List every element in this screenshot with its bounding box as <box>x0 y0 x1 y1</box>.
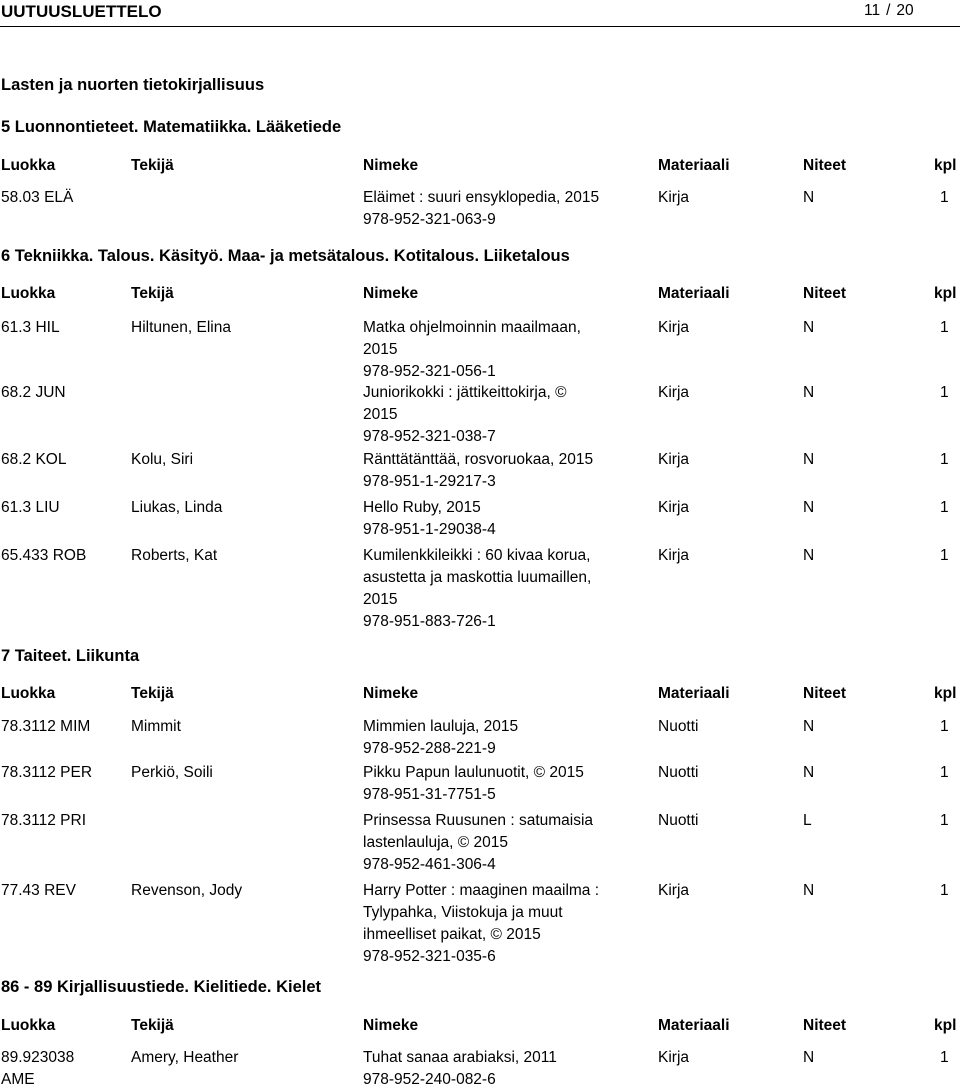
column-header-row <box>0 1017 960 1037</box>
row-volumes: N <box>803 1049 815 1066</box>
row-author: Liukas, Linda <box>131 499 223 516</box>
row-count: 1 <box>940 189 949 206</box>
row-count: 1 <box>940 718 949 735</box>
row-title-line: Matka ohjelmoinnin maailmaan, <box>363 319 581 336</box>
row-volumes: N <box>803 764 815 781</box>
row-volumes: L <box>803 812 812 829</box>
column-header-tekija: Tekijä <box>131 1017 174 1034</box>
column-header-tekija: Tekijä <box>131 157 174 174</box>
row-count: 1 <box>940 1049 949 1066</box>
row-title-line: Eläimet : suuri ensyklopedia, 2015 <box>363 189 600 206</box>
row-title-line: Mimmien lauluja, 2015 <box>363 718 519 735</box>
section-title: 86 - 89 Kirjallisuustiede. Kielitiede. Kielet <box>1 978 322 996</box>
row-title-line: 978-951-1-29217-3 <box>363 473 496 490</box>
row-author: Roberts, Kat <box>131 547 218 564</box>
row-class: 77.43 REV <box>1 882 76 899</box>
row-title-line: 978-952-288-221-9 <box>363 740 496 757</box>
row-volumes: N <box>803 499 815 516</box>
row-class: 78.3112 MIM <box>1 718 91 735</box>
row-material: Kirja <box>658 384 690 401</box>
row-volumes: N <box>803 547 815 564</box>
row-title-line: Juniorikokki : jättikeittokirja, © <box>363 384 567 401</box>
row-title-line: 2015 <box>363 591 398 608</box>
row-author: Perkiö, Soili <box>131 764 213 781</box>
page-number <box>864 2 914 20</box>
column-header-row <box>0 285 960 305</box>
row-class: 58.03 ELÄ <box>1 189 74 206</box>
row-class: 61.3 HIL <box>1 319 60 336</box>
column-header-materiaali: Materiaali <box>658 1017 730 1034</box>
column-header-luokka: Luokka <box>1 1017 56 1034</box>
row-material: Kirja <box>658 189 690 206</box>
row-material: Nuotti <box>658 812 699 829</box>
row-title-line: Tylypahka, Viistokuja ja muut <box>363 904 563 921</box>
row-title-line: 978-952-321-056-1 <box>363 363 496 380</box>
row-volumes: N <box>803 882 815 899</box>
column-header-nimeke: Nimeke <box>363 285 419 302</box>
row-count: 1 <box>940 882 949 899</box>
column-header-kpl: kpl <box>934 157 957 174</box>
row-class-line: 89.923038 <box>1 1049 75 1066</box>
page-current: 11 <box>864 2 881 19</box>
row-material: Nuotti <box>658 718 699 735</box>
column-header-materiaali: Materiaali <box>658 157 730 174</box>
row-material: Kirja <box>658 499 690 516</box>
row-volumes: N <box>803 384 815 401</box>
column-header-row <box>0 685 960 705</box>
row-title-line: 978-952-321-035-6 <box>363 948 496 965</box>
row-title-line: 978-951-31-7751-5 <box>363 786 496 803</box>
row-title-line: Hello Ruby, 2015 <box>363 499 481 516</box>
row-volumes: N <box>803 718 815 735</box>
row-count: 1 <box>940 384 949 401</box>
row-title-line: Tuhat sanaa arabiaksi, 2011 <box>363 1049 557 1066</box>
column-header-luokka: Luokka <box>1 285 56 302</box>
column-header-nimeke: Nimeke <box>363 685 419 702</box>
row-title-line: ihmeelliset paikat, © 2015 <box>363 926 541 943</box>
row-title-line: 2015 <box>363 406 398 423</box>
row-count: 1 <box>940 499 949 516</box>
row-author: Mimmit <box>131 718 181 735</box>
row-title-line: Harry Potter : maaginen maailma : <box>363 882 600 899</box>
row-class-line: AME <box>1 1071 35 1088</box>
row-class: 78.3112 PRI <box>1 812 87 829</box>
row-title-line: lastenlauluja, © 2015 <box>363 834 508 851</box>
row-title-line: 2015 <box>363 341 398 358</box>
row-class: 61.3 LIU <box>1 499 60 516</box>
column-header-luokka: Luokka <box>1 157 56 174</box>
row-class: 68.2 JUN <box>1 384 66 401</box>
row-title-line: 978-951-1-29038-4 <box>363 521 496 538</box>
row-title-line: 978-952-461-306-4 <box>363 856 496 873</box>
column-header-niteet: Niteet <box>803 285 847 302</box>
row-material: Kirja <box>658 882 690 899</box>
column-header-nimeke: Nimeke <box>363 1017 419 1034</box>
column-header-luokka: Luokka <box>1 685 56 702</box>
page-separator: / <box>886 2 891 19</box>
row-title-line: 978-952-240-082-6 <box>363 1071 496 1088</box>
row-title-line: Prinsessa Ruusunen : satumaisia <box>363 812 594 829</box>
column-header-row <box>0 157 960 177</box>
section-title: 5 Luonnontieteet. Matematiikka. Lääketiede <box>1 118 342 136</box>
page-total: 20 <box>896 2 914 19</box>
row-material: Nuotti <box>658 764 699 781</box>
row-author: Hiltunen, Elina <box>131 319 231 336</box>
column-header-niteet: Niteet <box>803 157 847 174</box>
row-author: Amery, Heather <box>131 1049 239 1066</box>
row-volumes: N <box>803 451 815 468</box>
column-header-materiaali: Materiaali <box>658 285 730 302</box>
column-header-kpl: kpl <box>934 285 957 302</box>
column-header-nimeke: Nimeke <box>363 157 419 174</box>
row-title-line: Pikku Papun laulunuotit, © 2015 <box>363 764 584 781</box>
row-volumes: N <box>803 319 815 336</box>
row-count: 1 <box>940 451 949 468</box>
row-count: 1 <box>940 319 949 336</box>
section-title: 7 Taiteet. Liikunta <box>1 647 140 665</box>
row-material: Kirja <box>658 547 690 564</box>
column-header-niteet: Niteet <box>803 1017 847 1034</box>
column-header-tekija: Tekijä <box>131 285 174 302</box>
row-title-line: 978-952-321-038-7 <box>363 428 496 445</box>
column-header-materiaali: Materiaali <box>658 685 730 702</box>
category-title: Lasten ja nuorten tietokirjallisuus <box>1 76 265 94</box>
row-class: 65.433 ROB <box>1 547 87 564</box>
row-count: 1 <box>940 547 949 564</box>
section-title: 6 Tekniikka. Talous. Käsityö. Maa- ja metsätalous. Kotitalous. Liiketalous <box>1 247 570 265</box>
row-material: Kirja <box>658 451 690 468</box>
row-title-line: 978-951-883-726-1 <box>363 613 496 630</box>
document-header <box>0 0 960 27</box>
row-author: Revenson, Jody <box>131 882 243 899</box>
row-volumes: N <box>803 189 815 206</box>
row-count: 1 <box>940 812 949 829</box>
document-title: UUTUUSLUETTELO <box>1 2 162 21</box>
row-material: Kirja <box>658 1049 690 1066</box>
row-title-line: 978-952-321-063-9 <box>363 211 496 228</box>
row-author: Kolu, Siri <box>131 451 194 468</box>
row-material: Kirja <box>658 319 690 336</box>
row-title-line: asustetta ja maskottia luumaillen, <box>363 569 592 586</box>
column-header-kpl: kpl <box>934 685 957 702</box>
column-header-kpl: kpl <box>934 1017 957 1034</box>
row-count: 1 <box>940 764 949 781</box>
column-header-niteet: Niteet <box>803 685 847 702</box>
column-header-tekija: Tekijä <box>131 685 174 702</box>
row-class: 78.3112 PER <box>1 764 93 781</box>
row-title-line: Ränttätänttää, rosvoruokaa, 2015 <box>363 451 594 468</box>
row-title-line: Kumilenkkileikki : 60 kivaa korua, <box>363 547 591 564</box>
row-class: 68.2 KOL <box>1 451 67 468</box>
